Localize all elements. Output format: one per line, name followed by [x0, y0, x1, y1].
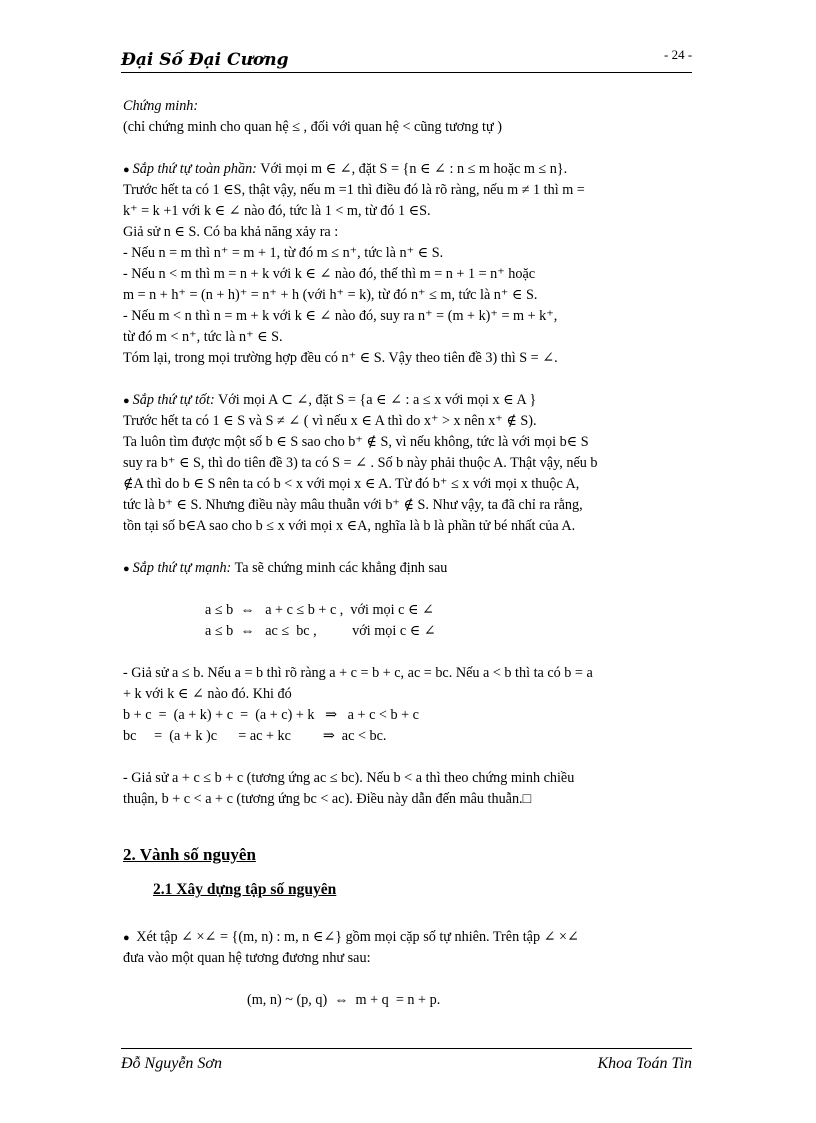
total-order-line-5: - Nếu n = m thì n⁺ = m + 1, từ đó m ≤ n⁺, tức là n⁺ ∈ S. — [123, 245, 444, 261]
strong-order-line-6: - Giả sử a + c ≤ b + c (tương ứng ac ≤ bc). Nếu b < a thì theo chứng minh chiều — [123, 770, 575, 786]
total-order-line-10: Tóm lại, trong mọi trường hợp đều có n⁺ ∈ S. Vậy theo tiên đề 3) thì S = ∠. — [123, 350, 558, 366]
total-order-line-7: m = n + h⁺ = (n + h)⁺ = n⁺ + h (với h⁺ = k), từ đó n⁺ ≤ m, tức là n⁺ ∈ S. — [123, 287, 538, 303]
formula-product: a ≤ b ⇔ ac ≤ bc , với mọi c ∈ ∠ — [205, 623, 436, 639]
subsection-title: 2.1 Xây dựng tập số nguyên — [153, 881, 337, 898]
integers-text: Xét tập ∠ ×∠ = {(m, n) : m, n ∈∠} gồm mọi cặp số tự nhiên. Trên tập ∠ ×∠ — [132, 929, 579, 945]
strong-order-line-5: bc = (a + k )c = ac + kc ⇒ ac < bc. — [123, 728, 387, 744]
proof-note: (chỉ chứng minh cho quan hệ ≤ , đối với quan hệ < cũng tương tự ) — [123, 119, 502, 135]
well-order-line-2: Trước hết ta có 1 ∈ S và S ≠ ∠ ( vì nếu x ∈ A thì do x⁺ > x nên x⁺ ∉ S). — [123, 413, 537, 429]
well-order-line-1 — [123, 393, 536, 407]
total-order-line-6: - Nếu n < m thì m = n + k với k ∈ ∠ nào đó, thế thì m = n + 1 = n⁺ hoặc — [123, 266, 536, 282]
footer-author: Đỗ Nguyễn Sơn — [121, 1055, 222, 1072]
proof-heading: Chứng minh: — [123, 98, 199, 114]
footer-rule — [121, 1048, 692, 1049]
well-order-line-6: tức là b⁺ ∈ S. Nhưng điều này mâu thuẫn với b⁺ ∉ S. Như vậy, ta đã chỉ ra rằng, — [123, 497, 583, 513]
bullet-icon: ● — [123, 932, 130, 944]
strong-order-title: Sắp thứ tự mạnh: — [132, 560, 232, 576]
footer-department: Khoa Toán Tin — [597, 1055, 692, 1072]
strong-order-line-3: + k với k ∈ ∠ nào đó. Khi đó — [123, 686, 292, 702]
strong-order-line-7: thuận, b + c < a + c (tương ứng bc < ac). Điều này dẫn đến mâu thuẫn.□ — [123, 791, 532, 807]
well-order-line-5: ∉A thì do b ∈ S nên ta có b < x với mọi x ∈ A. Từ đó b⁺ ≤ x với mọi x thuộc A, — [123, 476, 580, 492]
total-order-line-9: từ đó m < n⁺, tức là n⁺ ∈ S. — [123, 329, 283, 345]
strong-order-line-4: b + c = (a + k) + c = (a + c) + k ⇒ a + c < b + c — [123, 707, 419, 723]
equivalence-formula: (m, n) ~ (p, q) ⇔ m + q = n + p. — [247, 992, 441, 1008]
header-rule — [121, 72, 692, 73]
well-order-title: Sắp thứ tự tốt: — [132, 392, 215, 408]
formula-sum: a ≤ b ⇔ a + c ≤ b + c , với mọi c ∈ ∠ — [205, 602, 434, 618]
strong-order-line-2: - Giả sử a ≤ b. Nếu a = b thì rõ ràng a + c = b + c, ac = bc. Nếu a < b thì ta có b = a — [123, 665, 593, 681]
total-order-line-4: Giả sử n ∈ S. Có ba khả năng xảy ra : — [123, 224, 339, 240]
integers-line-2: đưa vào một quan hệ tương đương như sau: — [123, 950, 371, 966]
bullet-icon: ● — [123, 164, 130, 176]
total-order-text: Với mọi m ∈ ∠, đặt S = {n ∈ ∠ : n ≤ m hoặc m ≤ n}. — [256, 161, 568, 177]
total-order-line-2: Trước hết ta có 1 ∈S, thật vậy, nếu m =1 thì điều đó là rõ ràng, nếu m ≠ 1 thì m = — [123, 182, 585, 198]
total-order-line-1 — [123, 162, 567, 176]
header-title: Đại Số Đại Cương — [121, 50, 289, 70]
total-order-line-3: k⁺ = k +1 với k ∈ ∠ nào đó, tức là 1 < m, từ đó 1 ∈S. — [123, 203, 431, 219]
bullet-icon: ● — [123, 563, 130, 575]
strong-order-text: Ta sẽ chứng minh các khẳng định sau — [231, 560, 448, 576]
bullet-icon: ● — [123, 395, 130, 407]
integers-line-1 — [123, 930, 579, 944]
strong-order-line-1 — [123, 561, 447, 575]
section-title: 2. Vành số nguyên — [123, 845, 256, 864]
total-order-line-8: - Nếu m < n thì n = m + k với k ∈ ∠ nào đó, suy ra n⁺ = (m + k)⁺ = m + k⁺, — [123, 308, 558, 324]
well-order-text: Với mọi A ⊂ ∠, đặt S = {a ∈ ∠ : a ≤ x với mọi x ∈ A } — [214, 392, 537, 408]
well-order-line-4: suy ra b⁺ ∈ S, thì do tiên đề 3) ta có S = ∠ . Số b này phải thuộc A. Thật vậy, nếu b — [123, 455, 598, 471]
well-order-line-3: Ta luôn tìm được một số b ∈ S sao cho b⁺ ∉ S, vì nếu không, tức là với mọi b∈ S — [123, 434, 589, 450]
total-order-title: Sắp thứ tự toàn phần: — [132, 161, 257, 177]
well-order-line-7: tồn tại số b∈A sao cho b ≤ x với mọi x ∈A, nghĩa là b là phần tử bé nhất của A. — [123, 518, 576, 534]
page-number: - 24 - — [664, 47, 693, 62]
